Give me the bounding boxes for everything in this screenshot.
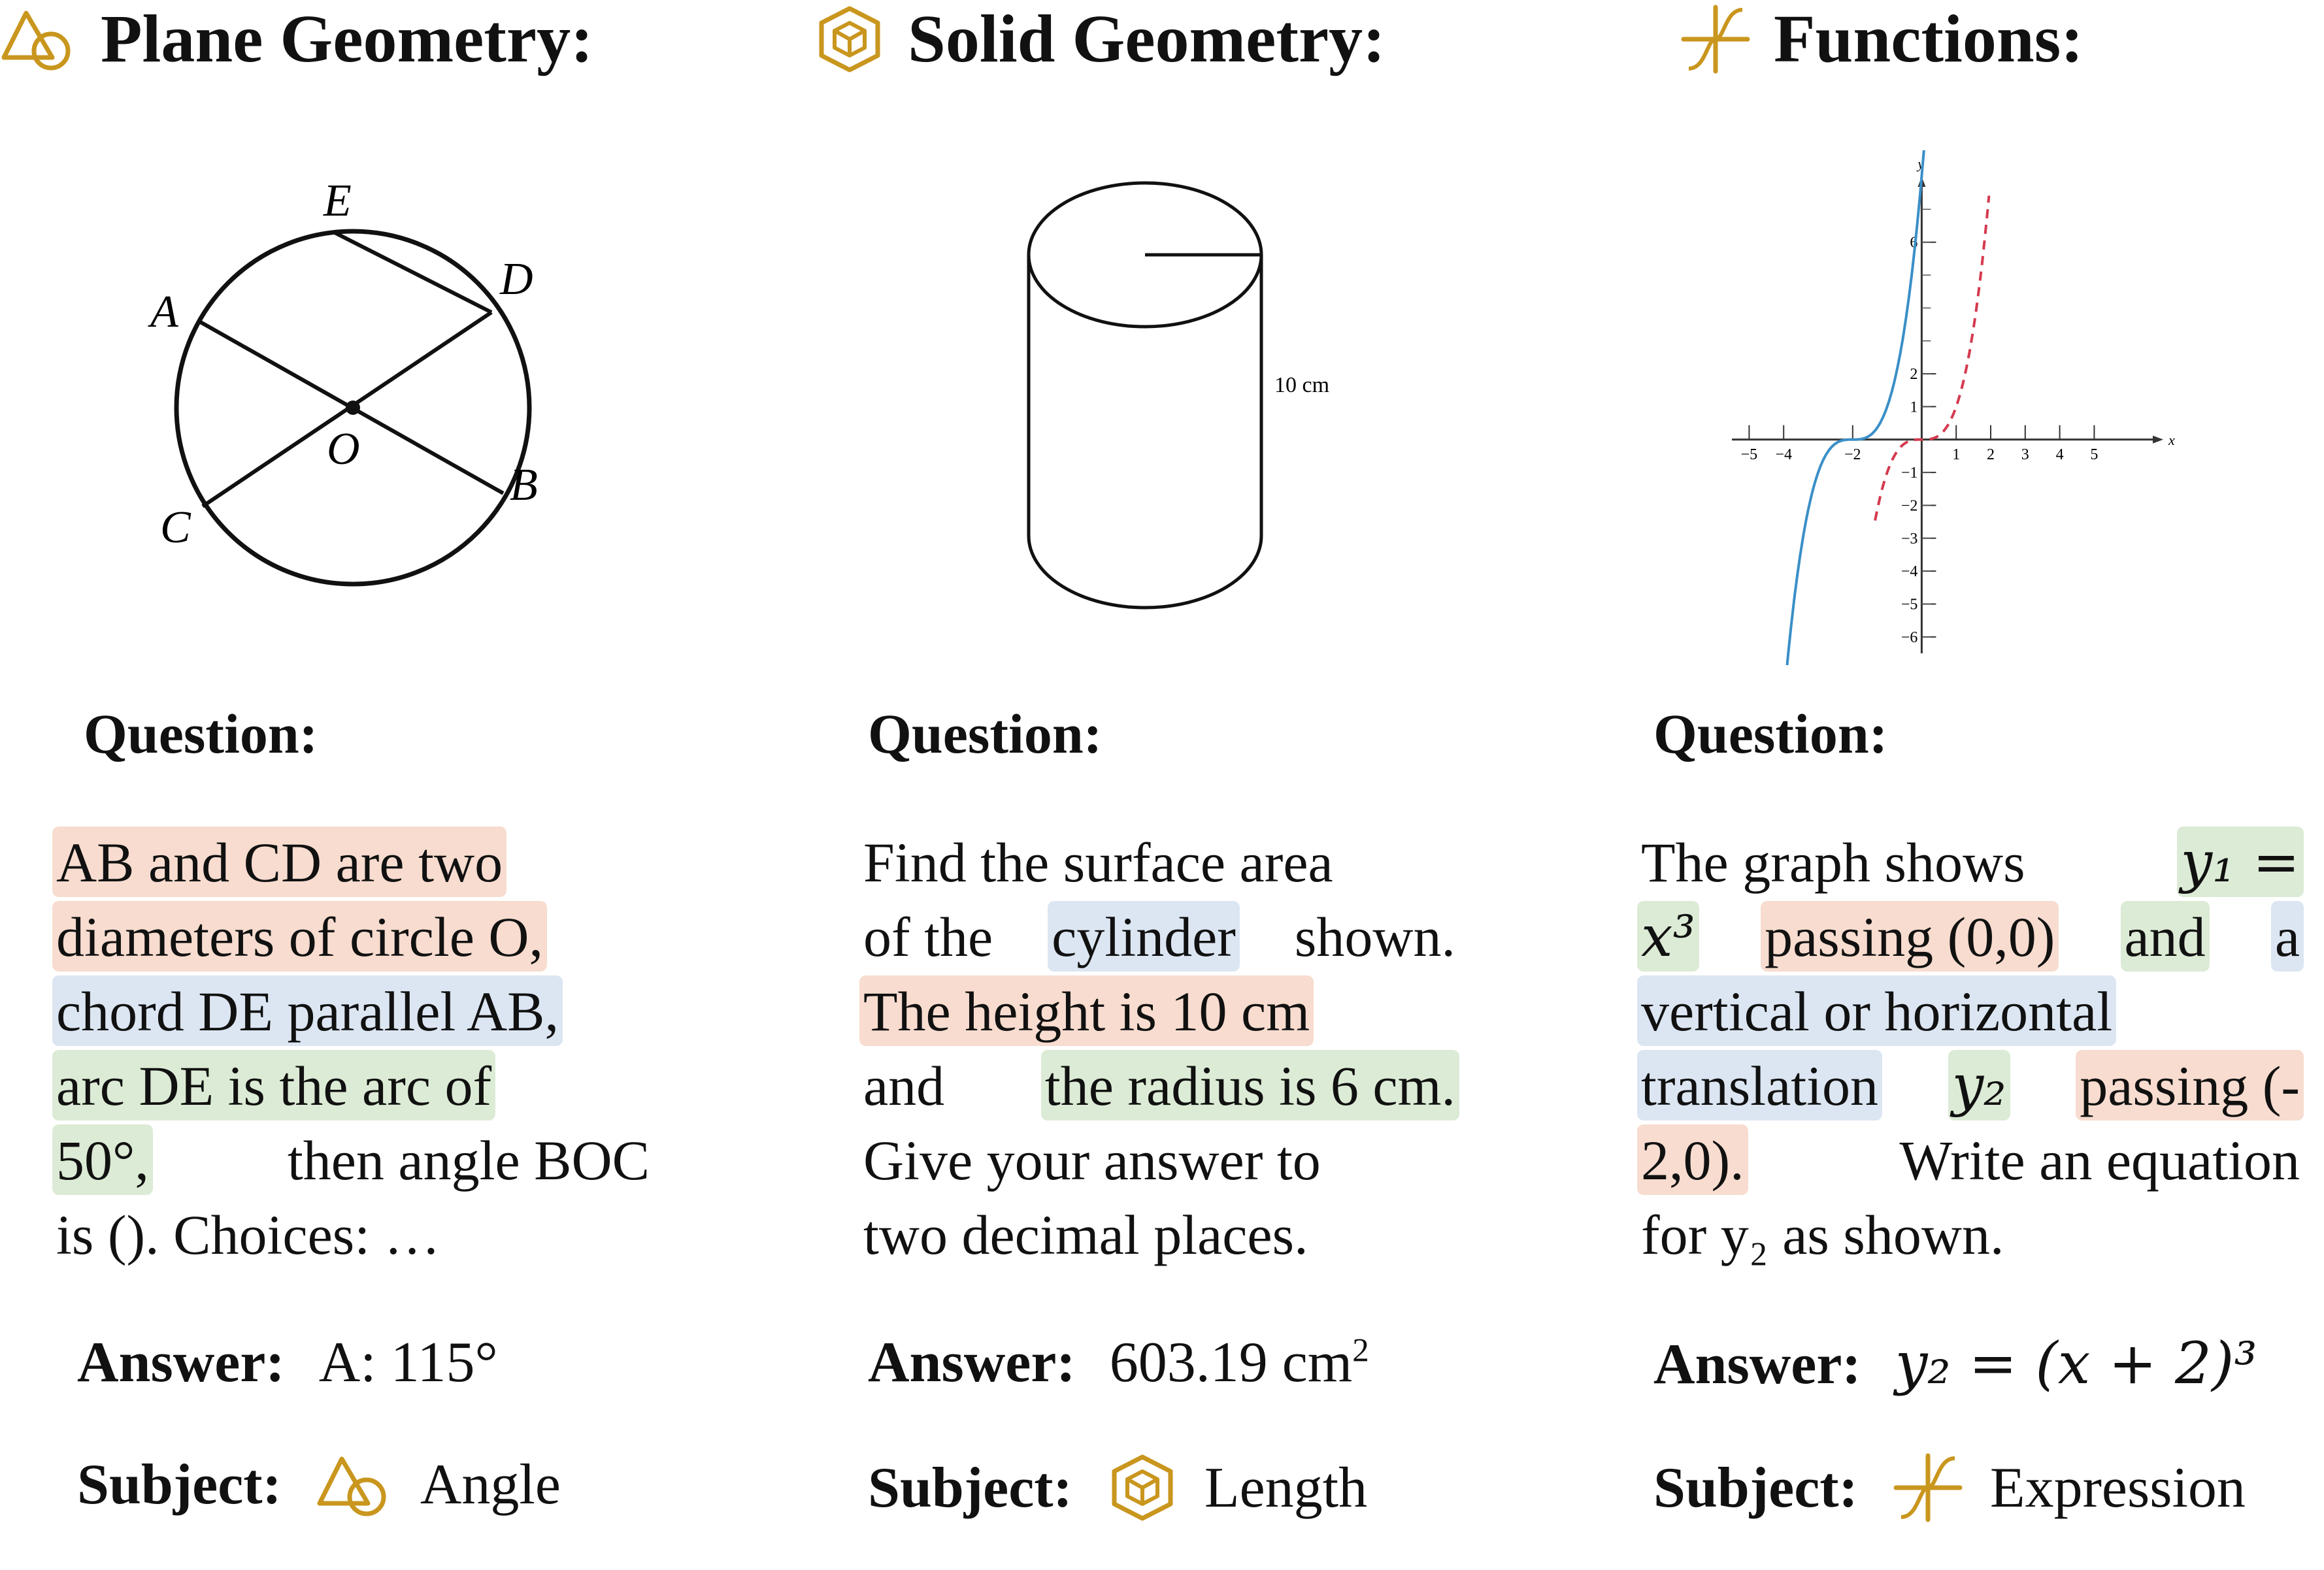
highlight-blue: a [2271,901,2304,972]
subject-value: Length [1204,1456,1368,1520]
question-label: Question: [868,702,1103,765]
highlight-green: y₁ = [2177,826,2304,897]
x-tick-label: 1 [1952,446,1961,463]
subject-value: Expression [1989,1456,2246,1520]
question-text-segment: then angle BOC [287,1129,650,1192]
question-line [52,973,654,1048]
question-line [1637,1122,2304,1197]
y-tick-label: 6 [1910,234,1918,252]
question-line [52,1197,654,1271]
x-tick-label: −5 [1740,446,1758,463]
question-text [859,825,1459,1271]
answer-value: y₂ = (x + 2)³ [1895,1330,2257,1397]
y-tick-label: 2 [1910,366,1918,384]
question-line [1637,1197,2304,1271]
x-tick-label: −4 [1775,446,1792,463]
highlight-red: 2,0). [1637,1124,1748,1195]
header-solid-geometry [814,0,1386,78]
point-label-o: O [327,424,360,474]
answer-label: Answer: [868,1331,1076,1394]
question-text-segment: Give your answer to [863,1129,1321,1192]
question-line [52,899,654,973]
highlight-blue: vertical or horizontal [1637,975,2116,1046]
subject-row [1653,1452,2246,1524]
y-tick-label: −5 [1901,596,1918,613]
highlight-green: arc DE is the arc of [52,1050,495,1120]
question-line [859,1048,1459,1122]
answer-row [868,1330,1369,1396]
highlight-blue: cylinder [1048,901,1240,972]
highlight-red: diameters of circle O, [52,901,547,972]
question-line [1637,825,2304,899]
question-line [859,1122,1459,1197]
subject-label: Subject: [868,1456,1072,1520]
triangle-circle-icon [0,7,78,72]
question-line [859,973,1459,1048]
highlight-green: y₂ [1948,1050,2010,1120]
point-label-d: D [500,254,533,304]
point-label-b: B [510,460,538,510]
question-text-segment: is (). Choices: … [56,1203,440,1266]
y-tick-label: −2 [1901,497,1918,515]
x-tick-label: 5 [2090,446,2099,463]
question-line [52,825,654,899]
column-solid-geometry [778,0,1542,1570]
question-label: Question: [84,702,318,765]
triangle-circle-icon [316,1452,394,1518]
height-label: 10 cm [1274,373,1330,397]
header-plane-geometry [0,0,593,78]
question-line [52,1122,654,1197]
subject-label: Subject: [1653,1456,1858,1520]
highlight-blue: translation [1637,1050,1882,1120]
highlight-blue: chord DE parallel AB, [52,975,563,1046]
column-functions [1562,0,2324,1570]
question-label: Question: [1653,702,1888,765]
function-graph [1719,150,2176,676]
highlight-red: The height is 10 cm [859,975,1314,1046]
question-line [859,825,1459,899]
question-text-segment: for y₂ as shown. [1641,1203,2004,1266]
answer-value: 603.19 $cm^2$ [1109,1331,1369,1394]
highlight-green: x³ [1637,901,1699,972]
x-tick-label: −2 [1844,446,1861,463]
circle-diagram [137,131,595,630]
function-graph-icon [1892,1452,1964,1524]
y-tick-label: −1 [1901,465,1918,482]
question-text-segment: of the [863,906,993,968]
cube-icon [1106,1452,1178,1524]
subject-row [77,1452,561,1518]
question-line [859,1197,1459,1271]
answer-label: Answer: [77,1331,285,1394]
point-label-e: E [324,176,352,226]
answer-row [77,1330,498,1396]
header-functions [1680,0,2083,78]
question-text-segment: shown. [1294,906,1455,968]
y-tick-label: −3 [1901,530,1918,548]
question-line [1637,899,2304,973]
question-text-segment: and [863,1055,945,1117]
x-tick-label: 3 [2021,446,2029,463]
highlight-red: passing (- [2076,1050,2304,1120]
subject-row [868,1452,1367,1524]
header-title: Solid Geometry: [908,1,1386,76]
question-text-segment: The graph shows [1641,831,2025,894]
highlight-red: passing (0,0) [1761,901,2059,972]
x-axis-arrow [2153,436,2163,444]
answer-row [1653,1330,2257,1398]
question-line [1637,973,2304,1048]
cylinder-diagram [980,176,1346,637]
column-plane-geometry [0,0,745,1570]
answer-value: A: 115° [318,1331,498,1394]
question-line [859,899,1459,973]
y-tick-label: −6 [1901,629,1918,646]
header-title: Plane Geometry: [101,1,593,76]
question-text-segment: Find the surface area [863,831,1333,894]
y-tick-label: 1 [1910,399,1918,416]
function-graph-icon [1680,3,1751,75]
answer-exponent: 2 [1352,1332,1369,1369]
x-tick-label: 2 [1987,446,1995,463]
point-label-c: C [160,502,191,553]
question-line [52,1048,654,1122]
question-line [1637,1048,2304,1122]
y-tick-label: −4 [1901,563,1918,581]
series-line-2 [1875,196,1989,521]
x-axis-label: x [2168,431,2175,448]
cube-icon [814,3,886,75]
x-tick-label: 4 [2055,446,2064,463]
subject-value: Angle [420,1453,561,1516]
highlight-red: AB and CD are two [52,826,506,897]
subject-label: Subject: [77,1453,282,1516]
header-title: Functions: [1774,1,2083,76]
highlight-green: 50°, [52,1124,153,1195]
highlight-green: the radius is 6 cm. [1041,1050,1459,1120]
question-text [1637,825,2304,1271]
series-line-1 [1787,150,1927,665]
question-text-segment: two decimal places. [863,1203,1308,1266]
question-text [52,825,654,1271]
answer-label: Answer: [1653,1333,1861,1396]
y-axis-label: y [1917,155,1925,172]
point-label-a: A [150,287,178,337]
highlight-green: and [2121,901,2210,972]
question-text-segment: Write an equation [1899,1129,2300,1192]
function-chart [1719,150,2176,673]
